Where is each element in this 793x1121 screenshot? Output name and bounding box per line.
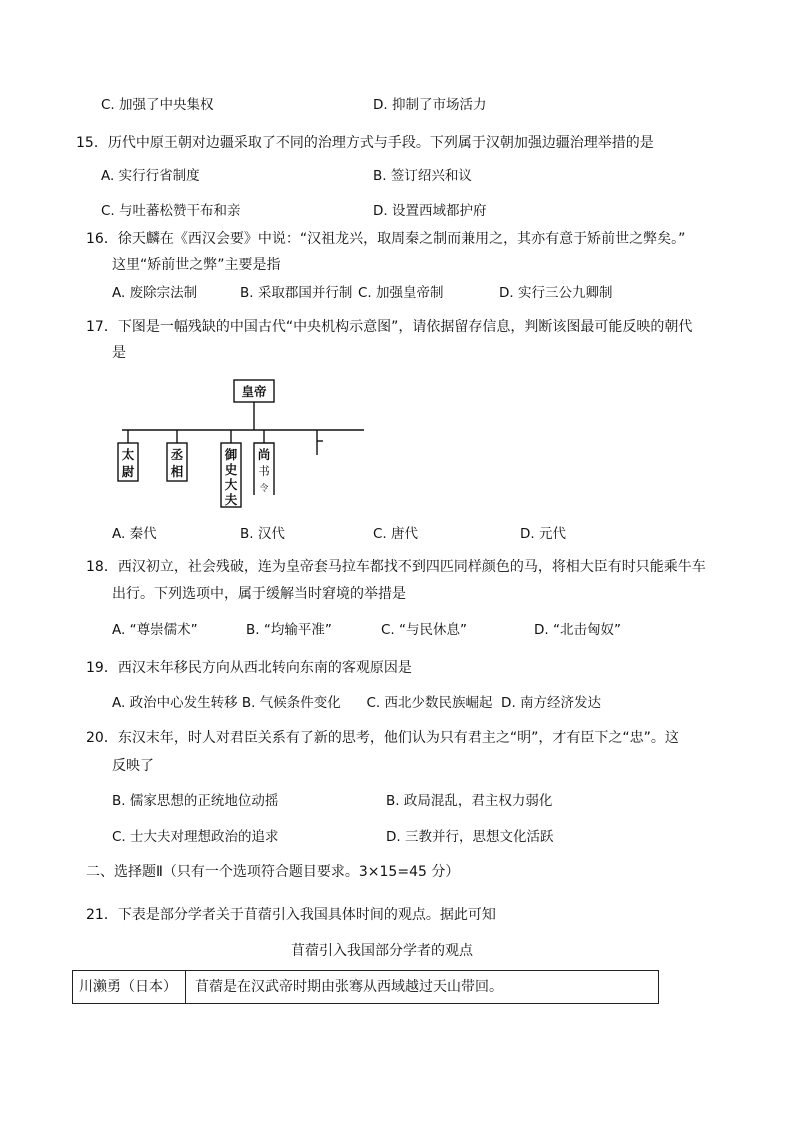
q15-option-a[interactable]: A. 实行行省制度 [101, 168, 200, 184]
yushidafu-char-3: 大 [224, 477, 238, 492]
q17-option-d[interactable]: D. 元代 [520, 526, 566, 542]
q16-option-a[interactable]: A. 废除宗法制 [112, 285, 198, 301]
q21-stem: 21．下表是部分学者关于苜蓿引入我国具体时间的观点。据此可知 [86, 907, 496, 923]
q17-option-b[interactable]: B. 汉代 [240, 526, 285, 542]
q18-option-a[interactable]: A. “尊崇儒术” [112, 622, 198, 638]
yushidafu-char-2: 史 [224, 462, 238, 477]
central-institutions-diagram [112, 375, 372, 515]
q21-table-title: 苜蓿引入我国部分学者的观点 [291, 943, 473, 959]
q17-option-c[interactable]: C. 唐代 [373, 526, 419, 542]
q20-option-c[interactable]: C. 士大夫对理想政治的追求 [112, 829, 279, 845]
q15-option-d[interactable]: D. 设置西域都护府 [373, 203, 487, 219]
shangshuling-char-3: 令 [259, 484, 269, 494]
yushidafu-char-4: 夫 [224, 492, 238, 507]
shangshuling-char-2: 书 [258, 464, 270, 478]
q18-option-c[interactable]: C. “与民休息” [381, 622, 467, 638]
q20-stem-line1: 20．东汉末年，时人对君臣关系有了新的思考，他们认为只有君主之“明”，才有臣下之“忠”。这 [86, 730, 679, 746]
q14-option-d[interactable]: D. 抑制了市场活力 [373, 97, 487, 113]
q21-table [72, 970, 659, 1004]
q17-option-a[interactable]: A. 秦代 [112, 526, 157, 542]
q19-stem: 19．西汉末年移民方向从西北转向东南的客观原因是 [86, 660, 412, 676]
q16-stem-line1: 16．徐天麟在《西汉会要》中说：“汉祖龙兴，取周秦之制而兼用之，其亦有意于矫前世之弊矣。” [86, 231, 686, 247]
q16-option-d[interactable]: D. 实行三公九卿制 [499, 285, 613, 301]
q16-stem-line2: 这里“矫前世之弊”主要是指 [112, 257, 281, 273]
q17-stem-line1: 17．下图是一幅残缺的中国古代“中央机构示意图”，请依据留存信息，判断该图最可能反映的朝代 [86, 319, 693, 335]
q16-option-b[interactable]: B. 采取郡国并行制 [240, 285, 353, 301]
q19-options[interactable]: A. 政治中心发生转移 B. 气候条件变化 C. 西北少数民族崛起 D. 南方经济发达 [112, 695, 602, 711]
q21-table-view-cell: 苜蓿是在汉武帝时期由张骞从西域越过天山带回。 [195, 979, 503, 995]
shangshuling-char-1: 尚 [257, 447, 271, 462]
q15-stem: 15．历代中原王朝对边疆采取了不同的治理方式与手段。下列属于汉朝加强边疆治理举措的是 [76, 135, 654, 151]
q18-stem-line1: 18．西汉初立，社会残破，连为皇帝套马拉车都找不到四匹同样颜色的马，将相大臣有时只能乘牛车 [86, 559, 706, 575]
q14-option-c[interactable]: C. 加强了中央集权 [101, 97, 214, 113]
q18-stem-line2: 出行。下列选项中，属于缓解当时窘境的举措是 [112, 586, 406, 602]
q20-option-a[interactable]: B. 儒家思想的正统地位动摇 [112, 793, 279, 809]
section-2-heading: 二、选择题Ⅱ（只有一个选项符合题目要求。3×15=45 分） [86, 864, 460, 880]
chengxiang-char-2: 相 [170, 464, 184, 479]
q15-option-b[interactable]: B. 签订绍兴和议 [373, 168, 472, 184]
chengxiang-char-1: 丞 [170, 447, 184, 462]
q20-option-b[interactable]: B. 政局混乱，君主权力弱化 [386, 793, 553, 809]
taiwei-char-1: 太 [121, 447, 135, 462]
emperor-label: 皇帝 [241, 384, 267, 399]
q20-option-d[interactable]: D. 三教并行，思想文化活跃 [386, 829, 554, 845]
q18-option-b[interactable]: B. “均输平准” [246, 622, 332, 638]
yushidafu-char-1: 御 [224, 447, 238, 462]
q17-stem-line2: 是 [112, 345, 126, 361]
q18-option-d[interactable]: D. “北击匈奴” [534, 622, 621, 638]
q16-option-c[interactable]: C. 加强皇帝制 [358, 285, 444, 301]
taiwei-char-2: 尉 [121, 464, 135, 479]
q15-option-c[interactable]: C. 与吐蕃松赞干布和亲 [101, 203, 241, 219]
q20-stem-line2: 反映了 [112, 758, 154, 774]
q21-table-scholar-cell: 川濑勇（日本） [73, 971, 186, 1003]
